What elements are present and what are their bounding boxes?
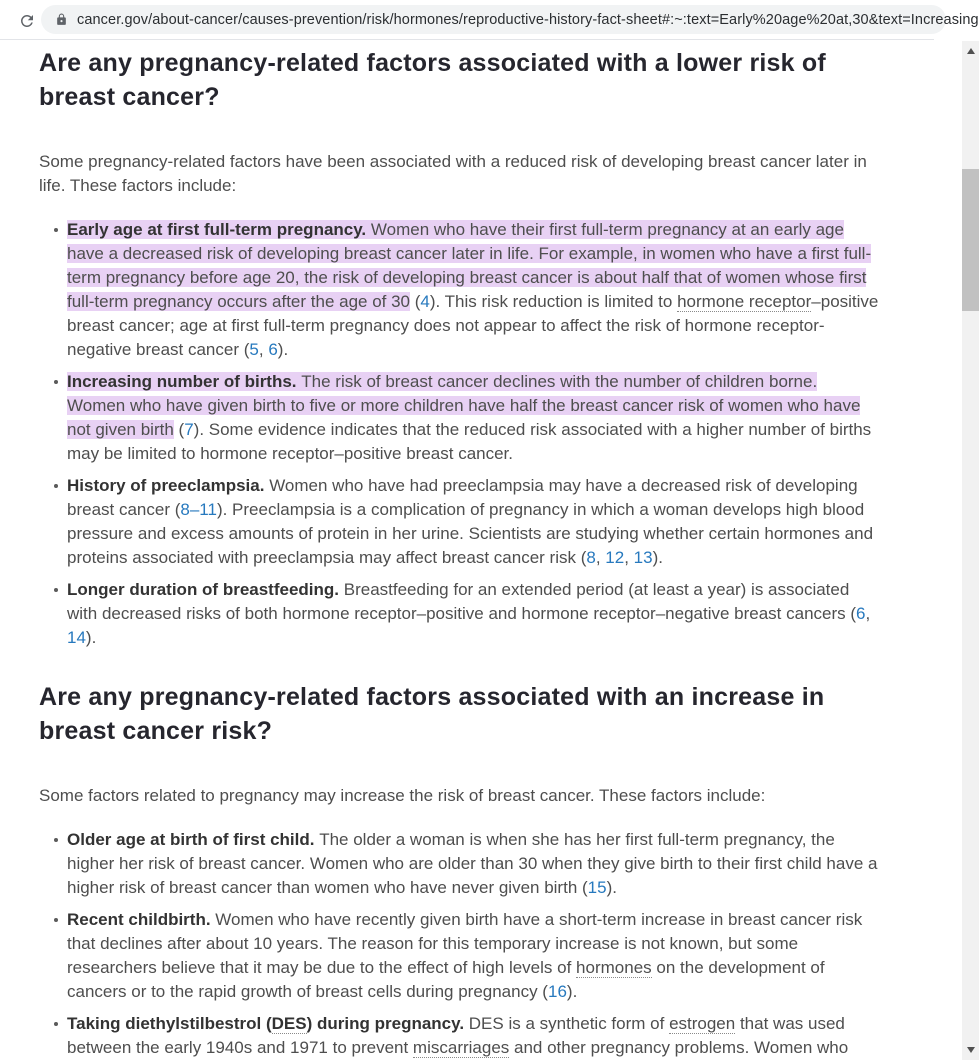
text-segment: and other pregnancy problems. Women who	[509, 1038, 849, 1057]
text-segment: ,	[624, 548, 634, 567]
factor-list	[39, 218, 880, 650]
reference-link[interactable]: 14	[67, 628, 86, 647]
glossary-term-link[interactable]: DES	[271, 1014, 307, 1033]
text-segment: Breastfeeding for an extended period (at least a year) is associated with decreased risks of both hormone receptor–positive and hormone receptor–negative breast cancers (	[67, 580, 857, 623]
url-text: cancer.gov/about-cancer/causes-prevention/risk/hormones/reproductive-history-fact-sheet#:~:text=Early%20age%20at,30&text=Increasing	[77, 11, 979, 28]
text-segment: ).	[277, 340, 289, 359]
list-item	[67, 474, 880, 570]
reference-link[interactable]: 5	[249, 340, 259, 359]
lock-icon[interactable]	[55, 12, 68, 27]
text-segment: ).	[606, 878, 617, 897]
text-segment: ,	[595, 548, 606, 567]
glossary-term-link[interactable]: hormone receptor	[677, 292, 812, 311]
scroll-down-button[interactable]	[962, 1042, 979, 1058]
text-segment: Early age at first full-term pregnancy.	[67, 220, 371, 239]
text-segment: History of preeclampsia.	[67, 476, 270, 495]
text-segment: ).	[652, 548, 663, 567]
reference-link[interactable]: 6	[856, 604, 866, 623]
text-segment: ). This risk reduction is limited to	[429, 292, 678, 311]
list-item	[67, 828, 880, 900]
text-segment: that was used between the early 1940s and 1971 to prevent	[67, 1014, 845, 1057]
page-content	[0, 41, 962, 1060]
reference-link[interactable]: 7	[184, 420, 194, 439]
text-segment: –positive breast cancer; age at first full-term pregnancy does not appear to affect the risk of hormone receptor-negative breast cancer (	[67, 292, 879, 359]
glossary-term-link[interactable]: estrogen	[669, 1014, 736, 1033]
reference-link[interactable]: 8	[586, 548, 596, 567]
browser-toolbar	[0, 0, 979, 40]
scroll-down-icon	[967, 1047, 975, 1053]
list-item	[67, 218, 880, 362]
text-segment: Longer duration of breastfeeding.	[67, 580, 344, 599]
section-heading: Are any pregnancy-related factors associated with an increase in breast cancer risk?	[39, 683, 825, 745]
text-segment: DES is a synthetic form of	[468, 1014, 670, 1033]
glossary-term-link[interactable]: miscarriages	[412, 1038, 510, 1057]
reload-icon	[18, 12, 36, 30]
section-intro: Some pregnancy-related factors have been associated with a reduced risk of developing breast cancer later in life. These factors include:	[39, 152, 867, 195]
list-item	[67, 370, 880, 466]
text-segment: ).	[85, 628, 97, 647]
section-heading: Are any pregnancy-related factors associated with a lower risk of breast cancer?	[39, 49, 826, 111]
reference-link[interactable]: 8–11	[180, 500, 217, 519]
text-segment: Taking diethylstilbestrol (	[67, 1014, 272, 1033]
text-segment: Women who have had preeclampsia may have a decreased risk of developing breast cancer (	[67, 476, 858, 519]
reload-button[interactable]	[14, 8, 40, 34]
scroll-up-icon	[967, 48, 975, 54]
section-intro: Some factors related to pregnancy may increase the risk of breast cancer. These factors include:	[39, 786, 766, 805]
text-segment: The older a woman is when she has her first full-term pregnancy, the higher her risk of breast cancer. Women who are older than 30 when they give birth to their first child have a higher risk of breast cancer than women who have never given birth (	[67, 830, 878, 897]
text-segment: ,	[865, 604, 871, 623]
list-item	[67, 1012, 880, 1060]
reference-link[interactable]: 15	[587, 878, 607, 897]
text-segment: Increasing number of births.	[67, 372, 302, 391]
text-segment: Women who have their first full-term pregnancy at an early age have a decreased risk of developing breast cancer later in life. For example, in women who have a first full-term pregnancy before age 20, the risk of developing breast cancer is about half that of women whose first full-term pregnancy occurs after the age of 30	[67, 220, 872, 311]
url-bar[interactable]	[41, 5, 979, 34]
reference-link[interactable]: 13	[633, 548, 653, 567]
vertical-scrollbar[interactable]	[962, 41, 979, 1060]
text-segment: ,	[258, 340, 269, 359]
list-item	[67, 578, 880, 650]
text-segment: on the development of cancers or to the rapid growth of breast cells during pregnancy (	[67, 958, 825, 1001]
reference-link[interactable]: 4	[420, 292, 430, 311]
reference-link[interactable]: 12	[605, 548, 625, 567]
scroll-up-button[interactable]	[962, 43, 979, 59]
section-increased-risk	[39, 680, 926, 1060]
reference-link[interactable]: 6	[268, 340, 278, 359]
text-segment: (	[173, 420, 185, 439]
glossary-term-link[interactable]: hormones	[576, 958, 652, 977]
text-segment: ). Some evidence indicates that the reduced risk associated with a higher number of births may be limited to hormone receptor–positive breast cancer.	[67, 420, 872, 463]
text-segment: ). Preeclampsia is a complication of pregnancy in which a woman develops high blood pressure and excess amounts of protein in her urine. Scientists are studying whether certain hormones and proteins associated with preeclampsia may affect breast cancer risk (	[67, 500, 874, 567]
text-segment: Women who have recently given birth have a short-term increase in breast cancer risk that declines after about 10 years. The reason for this temporary increase is not known, but some researchers believe that it may be due to the effect of high levels of	[67, 910, 863, 977]
text-segment: ) during pregnancy.	[306, 1014, 469, 1033]
text-segment: ).	[566, 982, 578, 1001]
text-segment: Recent childbirth.	[67, 910, 216, 929]
scrollbar-thumb[interactable]	[962, 169, 979, 311]
text-segment: (	[410, 292, 421, 311]
factor-list	[39, 828, 880, 1060]
list-item	[67, 908, 880, 1004]
section-lower-risk	[39, 46, 926, 650]
text-segment: The risk of breast cancer declines with the number of children borne. Women who have given birth to five or more children have half the breast cancer risk of women who have not given birth	[67, 372, 861, 439]
text-segment: Older age at birth of first child.	[67, 830, 320, 849]
reference-link[interactable]: 16	[547, 982, 567, 1001]
